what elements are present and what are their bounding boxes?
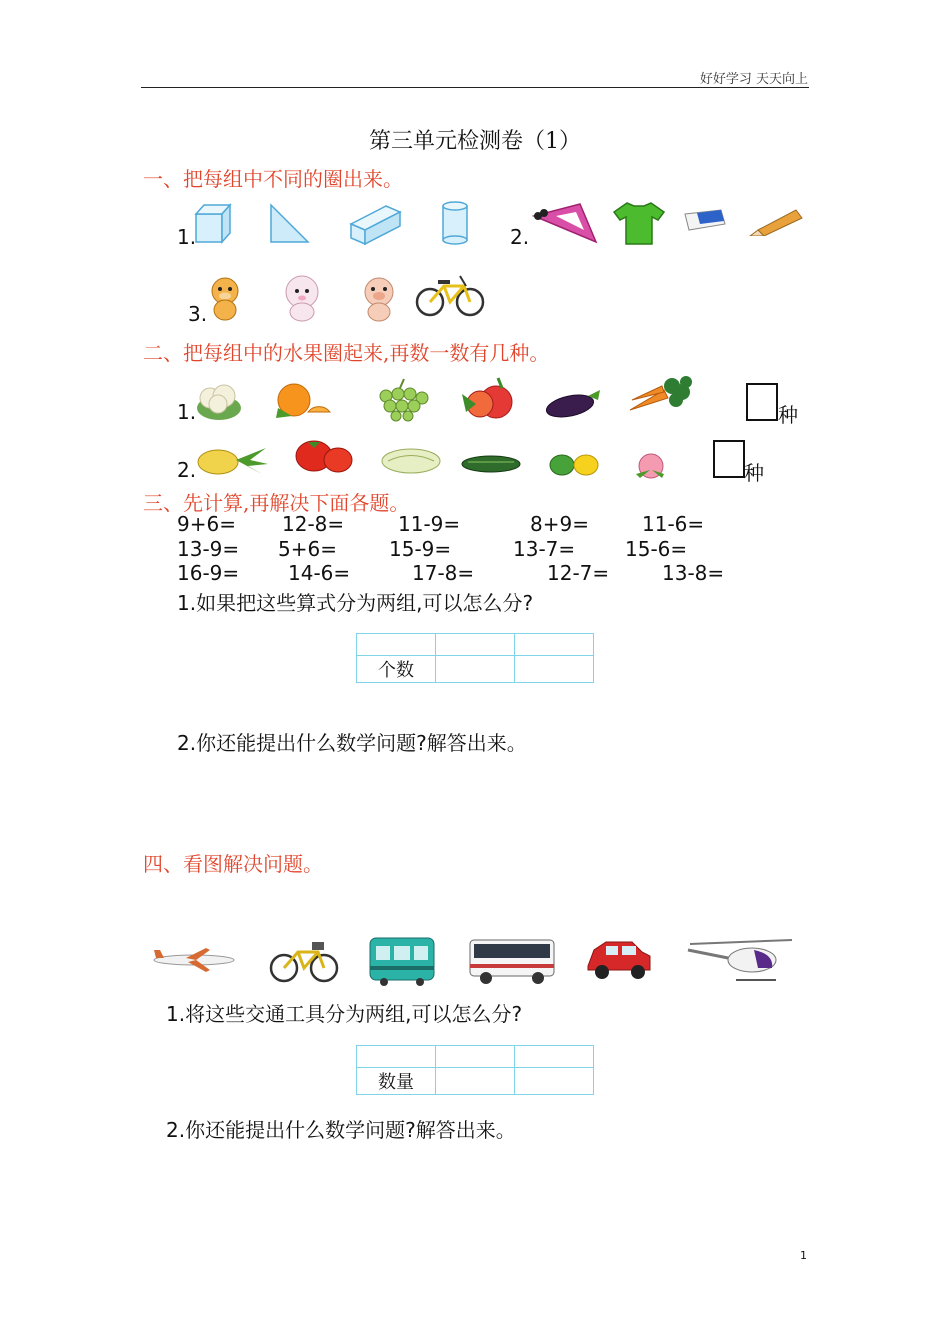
cabbage-icon [380, 446, 442, 476]
apple-icon [458, 374, 518, 422]
table-cell[interactable] [436, 656, 515, 683]
equation: 11-9= [398, 512, 461, 536]
grouping-table-1 [356, 633, 594, 683]
table-cell[interactable] [357, 1046, 436, 1068]
q1-label-1: 1. [177, 225, 197, 249]
equation: 13-7= [513, 537, 576, 561]
tomato-icon [292, 436, 356, 476]
table-cell[interactable] [515, 1068, 594, 1095]
table-cell[interactable] [436, 634, 515, 656]
equation: 13-8= [662, 561, 725, 585]
sheep-icon [280, 272, 324, 324]
table-cell[interactable] [515, 1046, 594, 1068]
q3-sub1: 1.如果把这些算式分为两组,可以怎么分? [177, 591, 534, 615]
table-row-label: 个数 [357, 656, 436, 683]
helicopter-icon [680, 932, 798, 986]
pepper-icon [548, 450, 600, 478]
answer-box-1[interactable] [746, 383, 778, 421]
section-1-heading: 一、把每组中不同的圈出来。 [143, 167, 403, 191]
table-cell[interactable] [515, 656, 594, 683]
q4-sub2: 2.你还能提出什么数学问题?解答出来。 [166, 1118, 516, 1142]
set-square-icon [528, 200, 600, 244]
bicycle-icon [268, 938, 340, 984]
page-title: 第三单元检测卷（1） [369, 129, 581, 154]
q4-sub1: 1.将这些交通工具分为两组,可以怎么分? [166, 1002, 523, 1026]
q3-sub2: 2.你还能提出什么数学问题?解答出来。 [177, 731, 527, 755]
peach-icon [630, 448, 672, 480]
equation: 11-6= [642, 512, 705, 536]
equation: 15-9= [389, 537, 452, 561]
equation: 12-7= [547, 561, 610, 585]
cuboid-icon [348, 200, 404, 246]
cucumber-icon [460, 452, 522, 476]
triangle-icon [268, 202, 312, 244]
table-cell[interactable] [436, 1046, 515, 1068]
table-cell[interactable] [515, 634, 594, 656]
q2-label-2: 2. [177, 458, 197, 482]
table-cell[interactable] [357, 634, 436, 656]
equation: 17-8= [412, 561, 475, 585]
table-cell[interactable] [436, 1068, 515, 1095]
cauliflower-icon [194, 378, 244, 422]
header-divider [141, 87, 809, 88]
eraser-icon [681, 206, 727, 234]
table-row-label: 数量 [357, 1068, 436, 1095]
section-3-heading: 三、先计算,再解决下面各题。 [143, 491, 410, 515]
grapes-icon [374, 376, 432, 422]
q1-label-3: 3. [188, 302, 208, 326]
unit-label-2: 种 [744, 461, 764, 485]
grouping-table-2 [356, 1045, 594, 1095]
cow-icon [204, 274, 246, 322]
tshirt-icon [612, 200, 666, 246]
eggplant-icon [544, 386, 602, 420]
cylinder-icon [440, 200, 470, 246]
carrot-icon [626, 372, 694, 420]
bus-icon [468, 936, 556, 984]
car-icon [584, 936, 654, 982]
airplane-icon [150, 946, 238, 974]
answer-box-2[interactable] [713, 440, 745, 478]
section-2-heading: 二、把每组中的水果圈起来,再数一数有几种。 [143, 341, 550, 365]
q1-label-2: 2. [510, 225, 530, 249]
orange-icon [272, 378, 332, 422]
train-icon [366, 932, 438, 988]
cube-icon [192, 202, 232, 244]
equation: 15-6= [625, 537, 688, 561]
header-motto: 好好学习 天天向上 [699, 72, 808, 87]
pig-icon [358, 274, 400, 322]
bicycle-icon [414, 270, 486, 318]
equation: 13-9= [177, 537, 240, 561]
pencil-icon [748, 206, 806, 236]
section-4-heading: 四、看图解决问题。 [143, 852, 323, 876]
equation: 12-8= [282, 512, 345, 536]
equation: 5+6= [278, 537, 337, 561]
pineapple-icon [196, 442, 270, 476]
equation: 16-9= [177, 561, 240, 585]
equation: 8+9= [530, 512, 589, 536]
unit-label-1: 种 [778, 403, 798, 427]
equation: 9+6= [177, 512, 236, 536]
q2-label-1: 1. [177, 400, 197, 424]
page-number: 1 [800, 1249, 807, 1262]
equation: 14-6= [288, 561, 351, 585]
